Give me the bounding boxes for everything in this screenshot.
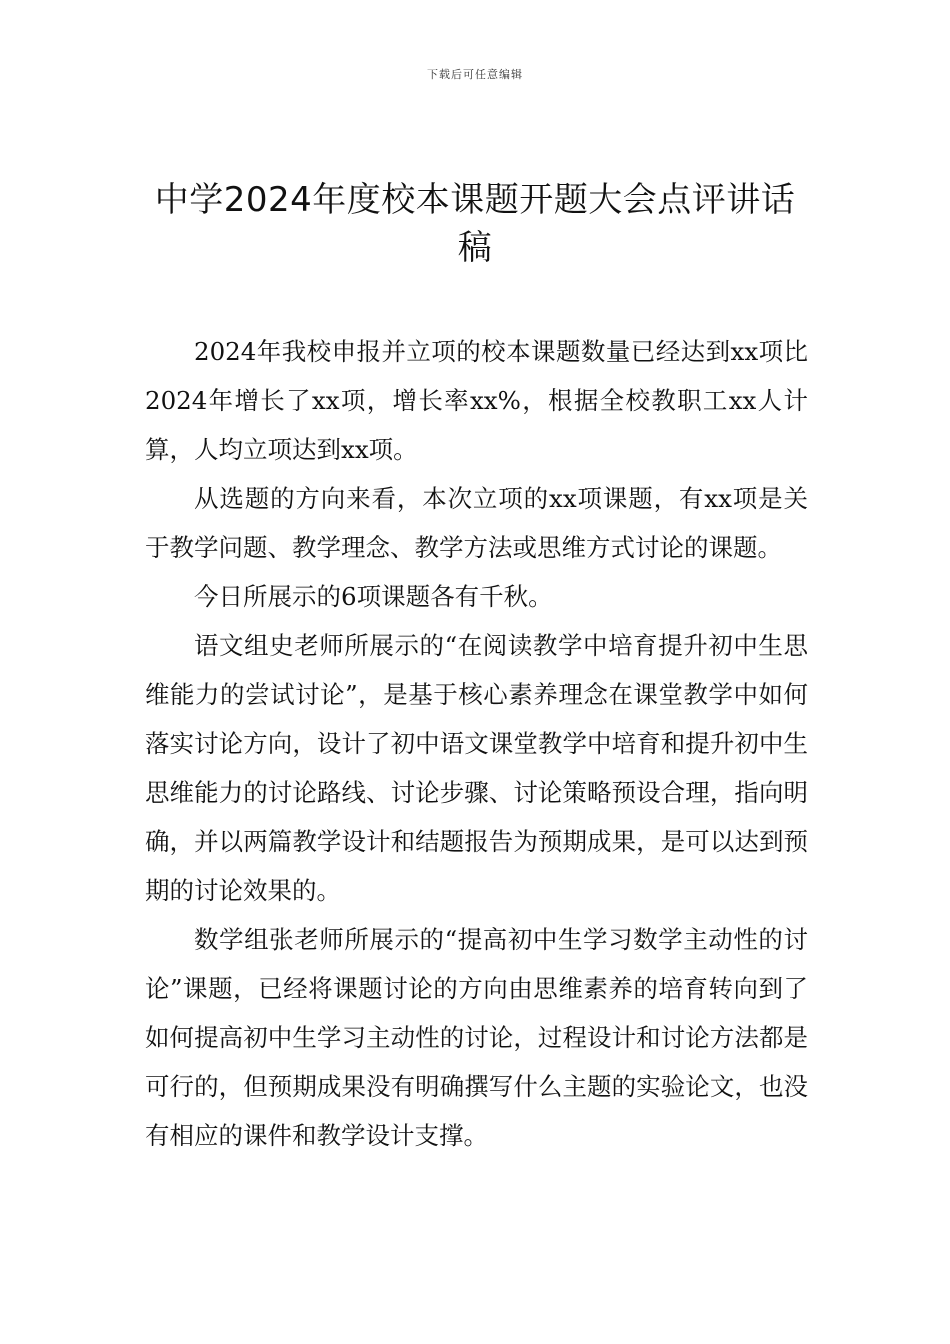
paragraph: 从选题的方向来看，本次立项的xx项课题，有xx项是关于教学问题、教学理念、教学方法或思维方式讨论的课题。: [145, 484, 808, 562]
paragraph: 2024年我校申报并立项的校本课题数量已经达到xx项比2024年增长了xx项，增长率xx%，根据全校教职工xx人计算，人均立项达到xx项。: [145, 337, 808, 464]
paragraph: 数学组张老师所展示的“提高初中生学习数学主动性的讨论”课题，已经将课题讨论的方向由思维素养的培育转向到了如何提高初中生学习主动性的讨论，过程设计和讨论方法都是可行的，但预期成果没有明确撰写什么主题的实验论文，也没有相应的课件和教学设计支撑。: [145, 925, 808, 1150]
paragraph: 语文组史老师所展示的“在阅读教学中培育提升初中生思维能力的尝试讨论”，是基于核心素养理念在课堂教学中如何落实讨论方向，设计了初中语文课堂教学中培育和提升初中生思维能力的讨论路线、讨论步骤、讨论策略预设合理，指向明确，并以两篇教学设计和结题报告为预期成果，是可以达到预期的讨论效果的。: [145, 631, 808, 905]
document-body: [145, 327, 808, 1160]
document-title: 中学2024年度校本课题开题大会点评讲话稿: [154, 180, 796, 268]
paragraph: 今日所展示的6项课题各有千秋。: [194, 582, 553, 611]
header-note: 下载后可任意编辑: [427, 68, 523, 81]
